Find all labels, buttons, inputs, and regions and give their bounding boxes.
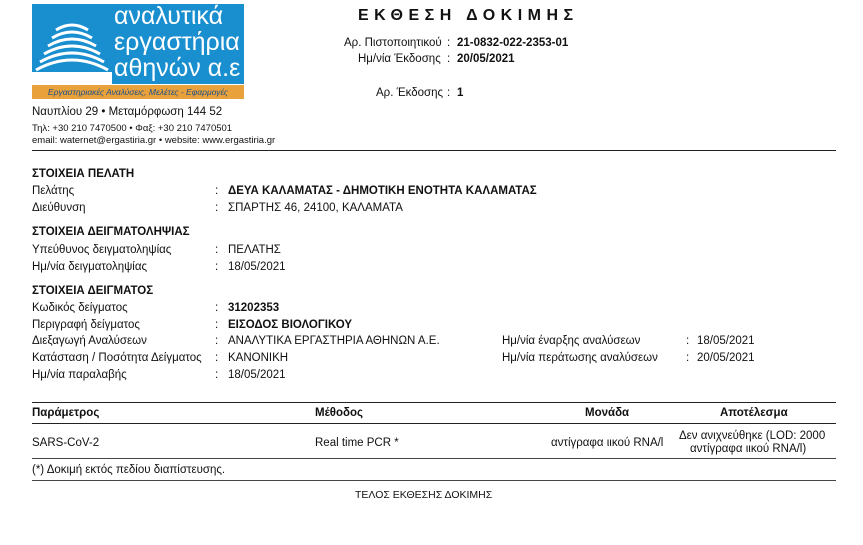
company-address: Ναυπλίου 29 • Μεταμόρφωση 144 52 xyxy=(32,106,223,118)
sample-state-label: Κατάσταση / Ποσότητα Δείγματος xyxy=(32,352,202,364)
sample-section-title: ΣΤΟΙΧΕΙΑ ΔΕΙΓΜΑΤΟΣ xyxy=(32,285,154,297)
footnote-divider xyxy=(32,480,836,481)
issue-date-value: 20/05/2021 xyxy=(457,53,515,65)
client-name-label: Πελάτης xyxy=(32,185,75,197)
sample-code-label: Κωδικός δείγματος xyxy=(32,302,128,314)
table-header-border xyxy=(32,423,836,424)
table-bottom-border xyxy=(32,458,836,459)
logo-line1: αναλυτικά xyxy=(114,4,224,30)
end-of-report: ΤΕΛΟΣ ΕΚΘΕΣΗΣ ΔΟΚΙΜΗΣ xyxy=(355,489,493,501)
row-unit: αντίγραφα ιικού RNA/l xyxy=(551,437,664,449)
colon: : xyxy=(215,335,219,347)
colon: : xyxy=(447,87,451,99)
colon: : xyxy=(215,319,219,331)
col-header-result: Αποτέλεσμα xyxy=(720,407,788,419)
colon: : xyxy=(447,37,451,49)
sample-end-value: 20/05/2021 xyxy=(697,352,755,364)
footnote: (*) Δοκιμή εκτός πεδίου διαπίστευσης. xyxy=(32,464,226,476)
row-result-line2: αντίγραφα ιικού RNA/l) xyxy=(690,443,807,455)
sampling-responsible-label: Υπεύθυνος δειγματοληψίας xyxy=(32,244,172,256)
sample-code-value: 31202353 xyxy=(228,302,280,314)
sampling-responsible-value: ΠΕΛΑΤΗΣ xyxy=(228,244,281,256)
company-web: email: waternet@ergastiria.gr • website: www.ergastiria.gr xyxy=(32,135,276,146)
row-result-line1: Δεν ανιχνεύθηκε (LOD: 2000 xyxy=(679,430,826,442)
issue-no-label: Αρ. Έκδοσης xyxy=(376,87,444,99)
sample-start-label: Ημ/νία έναρξης αναλύσεων xyxy=(502,335,641,347)
logo-line2: εργαστήρια xyxy=(114,28,240,56)
sample-end-label: Ημ/νία περάτωσης αναλύσεων xyxy=(502,352,658,364)
page-title: ΕΚΘΕΣΗ ΔΟΚΙΜΗΣ xyxy=(358,7,579,24)
issue-date-label: Ημ/νία Έκδοσης xyxy=(358,53,441,65)
sample-start-value: 18/05/2021 xyxy=(697,335,755,347)
logo-wave-icon xyxy=(32,4,112,84)
col-header-unit: Μονάδα xyxy=(585,407,630,419)
client-address-label: Διεύθυνση xyxy=(32,202,86,214)
client-section-title: ΣΤΟΙΧΕΙΑ ΠΕΛΑΤΗ xyxy=(32,168,135,180)
sample-desc-value: ΕΙΣΟΔΟΣ ΒΙΟΛΟΓΙΚΟΥ xyxy=(228,319,353,331)
sample-state-value: ΚΑΝΟΝΙΚΗ xyxy=(228,352,289,364)
colon: : xyxy=(215,202,219,214)
header-divider xyxy=(32,150,836,151)
client-address-value: ΣΠΑΡΤΗΣ 46, 24100, ΚΑΛΑΜΑΤΑ xyxy=(228,202,403,214)
sampling-date-value: 18/05/2021 xyxy=(228,261,286,273)
colon: : xyxy=(215,261,219,273)
issue-no-value: 1 xyxy=(457,87,464,99)
sample-lab-value: ΑΝΑΛΥΤΙΚΑ ΕΡΓΑΣΤΗΡΙΑ ΑΘΗΝΩΝ Α.Ε. xyxy=(228,335,440,347)
sampling-date-label: Ημ/νία δειγματοληψίας xyxy=(32,261,148,273)
company-phone: Τηλ: +30 210 7470500 • Φαξ: +30 210 7470501 xyxy=(32,123,233,134)
table-top-border xyxy=(32,402,836,403)
sample-lab-label: Διεξαγωγή Αναλύσεων xyxy=(32,335,147,347)
colon: : xyxy=(215,352,219,364)
colon: : xyxy=(447,53,451,65)
certificate-value: 21-0832-022-2353-01 xyxy=(457,37,569,49)
row-method: Real time PCR * xyxy=(315,437,399,449)
logo-line3: αθηνών α.ε xyxy=(114,54,241,82)
colon: : xyxy=(215,244,219,256)
colon: : xyxy=(686,352,690,364)
sample-receipt-value: 18/05/2021 xyxy=(228,369,286,381)
colon: : xyxy=(215,302,219,314)
logo-tagline: Εργαστηριακές Αναλύσεις, Μελέτες - Εφαρμογές xyxy=(32,85,244,99)
col-header-method: Μέθοδος xyxy=(315,407,363,419)
row-parameter: SARS-CoV-2 xyxy=(32,437,100,449)
company-logo xyxy=(32,4,244,84)
certificate-label: Αρ. Πιστοποιητικού xyxy=(344,37,442,49)
client-name-value: ΔΕΥΑ ΚΑΛΑΜΑΤΑΣ - ΔΗΜΟΤΙΚΗ ΕΝΟΤΗΤΑ ΚΑΛΑΜΑΤΑΣ xyxy=(228,185,537,197)
colon: : xyxy=(215,369,219,381)
colon: : xyxy=(215,185,219,197)
sample-receipt-label: Ημ/νία παραλαβής xyxy=(32,369,127,381)
logo-wordmark xyxy=(114,4,240,82)
sampling-section-title: ΣΤΟΙΧΕΙΑ ΔΕΙΓΜΑΤΟΛΗΨΙΑΣ xyxy=(32,226,190,238)
colon: : xyxy=(686,335,690,347)
sample-desc-label: Περιγραφή δείγματος xyxy=(32,319,140,331)
col-header-parameter: Παράμετρος xyxy=(32,407,100,419)
